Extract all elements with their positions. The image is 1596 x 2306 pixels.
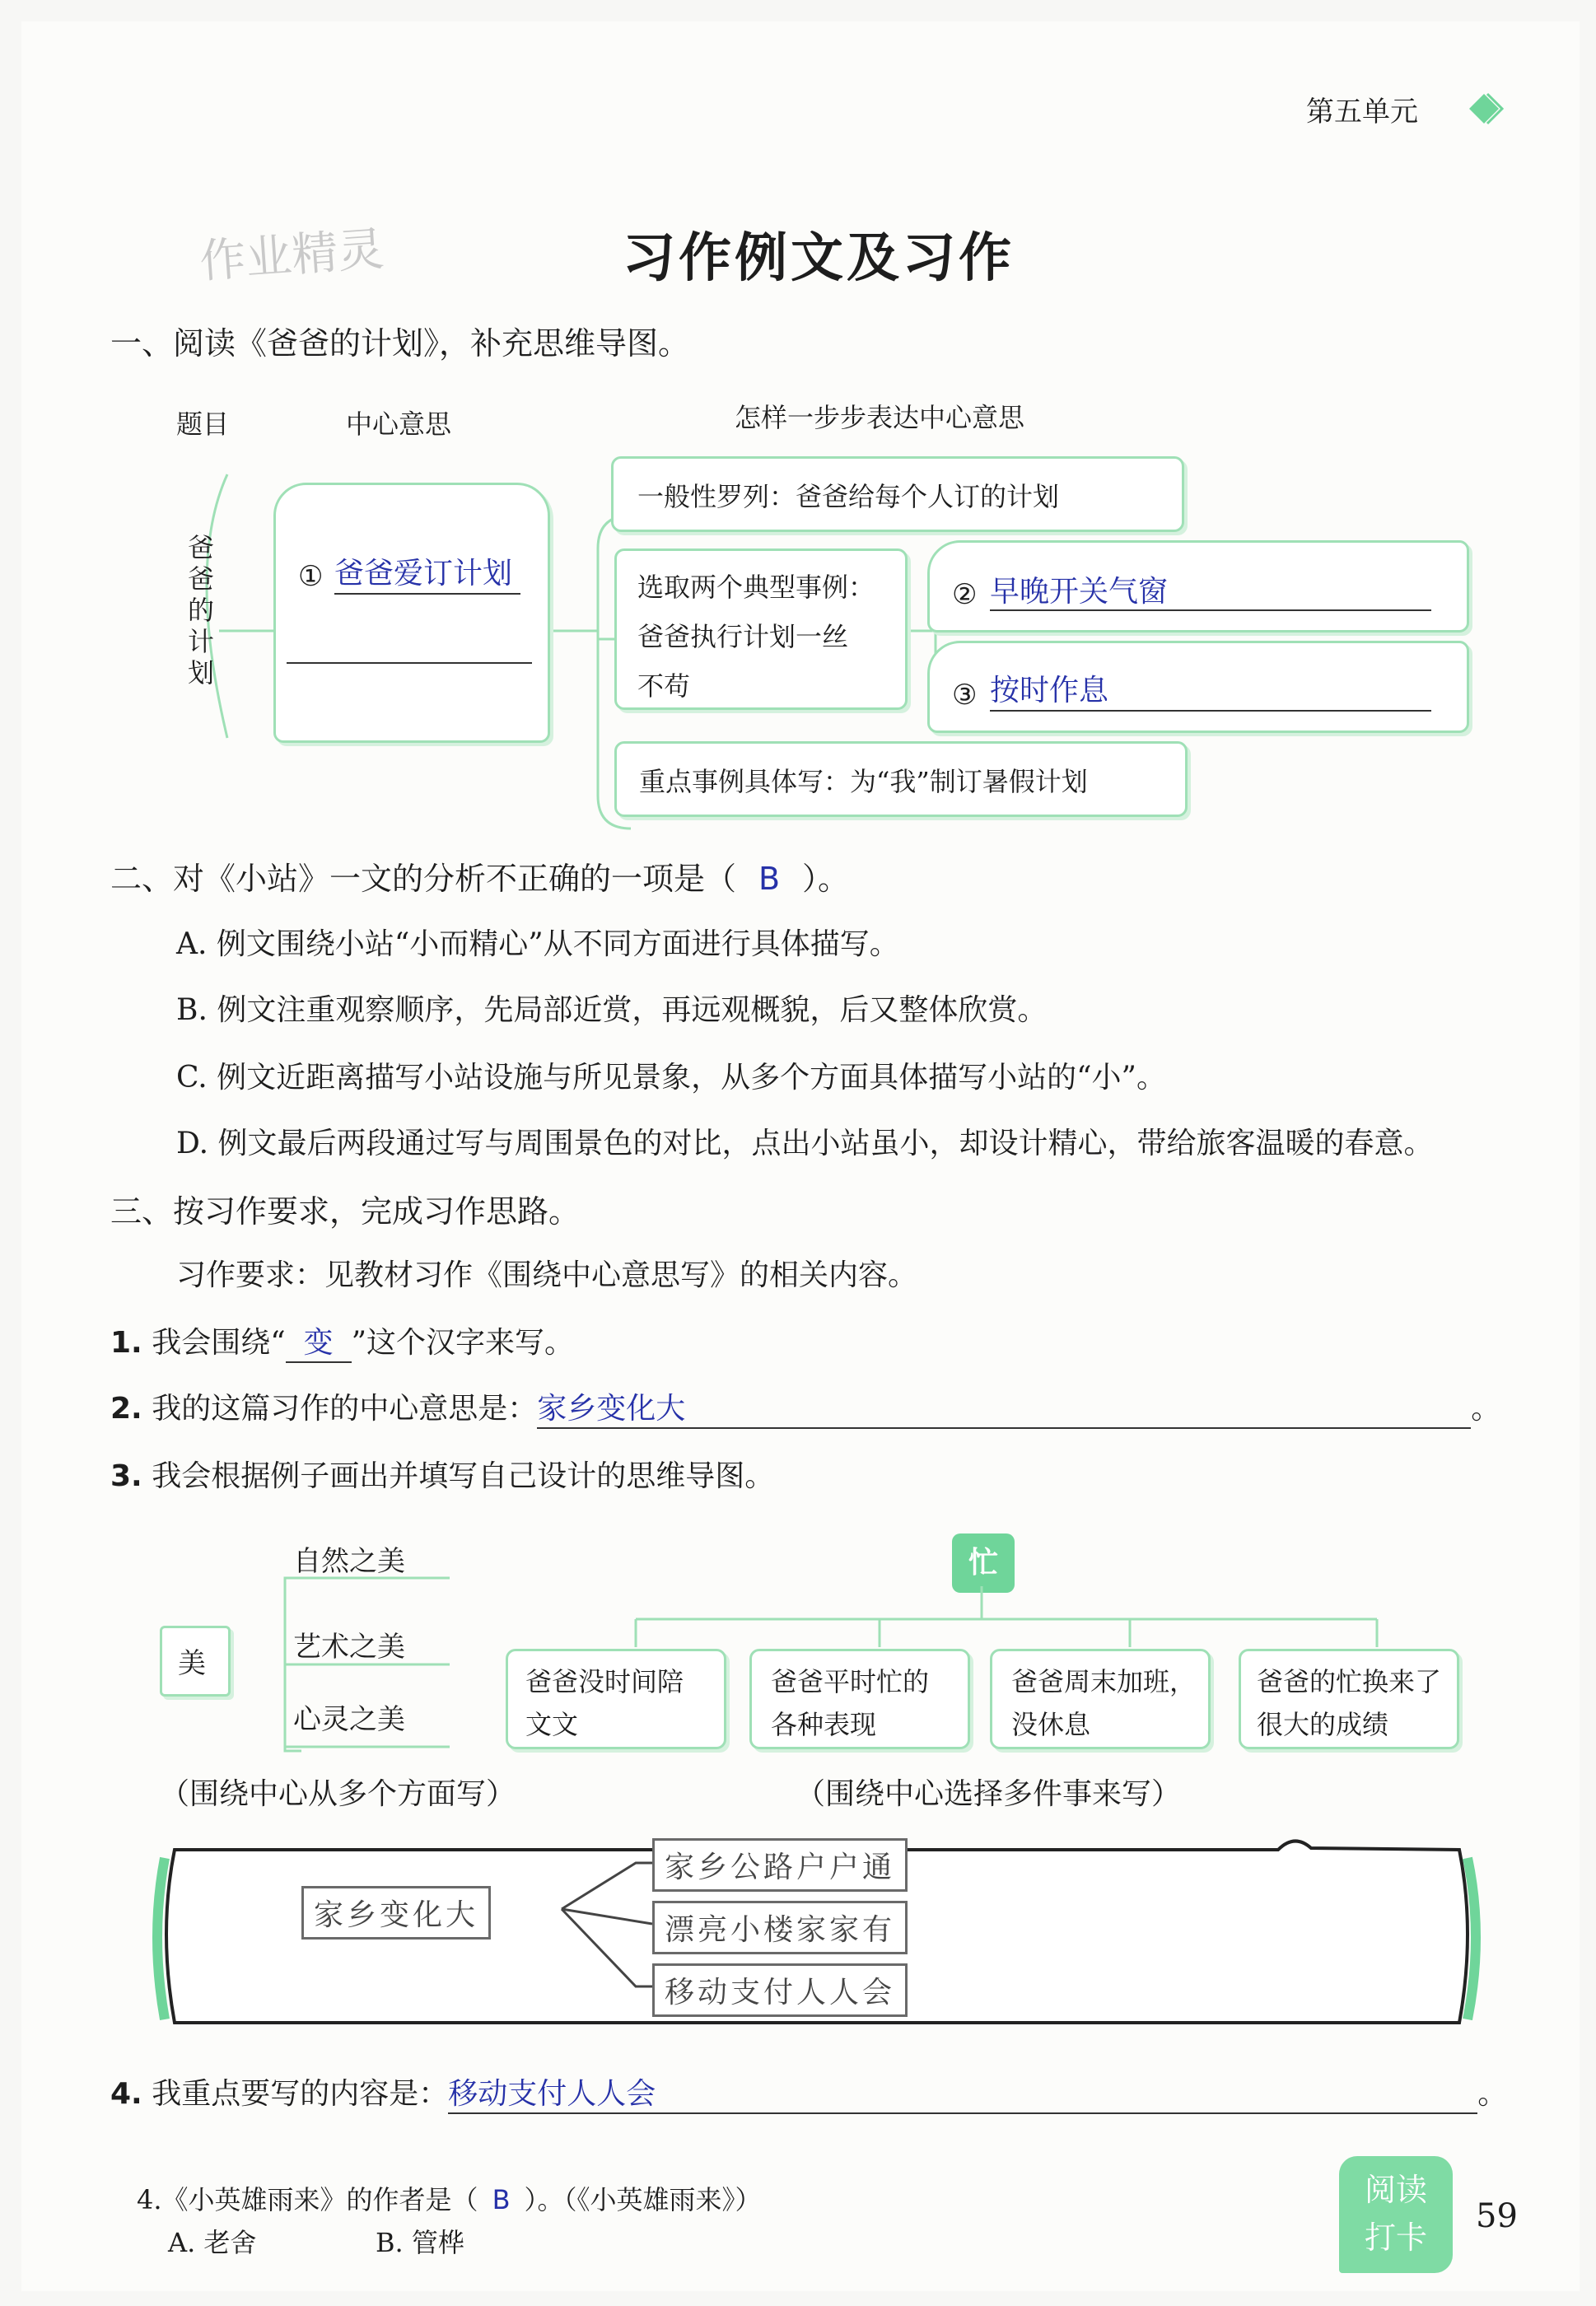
footer-option-b: B. 管桦 bbox=[376, 2227, 464, 2258]
q2-option-d: D. 例文最后两段通过写与周围景色的对比，点出小站虽小，却设计精心，带给旅客温暖的春意。 bbox=[176, 1127, 1434, 1160]
ex2-branch-2: 爸爸平时忙的各种表现 bbox=[771, 1666, 930, 1740]
item1-answer: 变 bbox=[286, 1319, 352, 1363]
ex1-center: 美 bbox=[178, 1647, 206, 1680]
topic-vertical: 爸爸的计划 bbox=[187, 532, 214, 689]
answer-3-line bbox=[990, 710, 1431, 712]
student-map-branch-2: 漂亮小楼家家有 bbox=[652, 1901, 908, 1954]
ex2-branch-3: 爸爸周末加班，没休息 bbox=[1011, 1666, 1197, 1740]
ex2-lines bbox=[598, 1586, 1421, 1652]
circle-2: ② bbox=[952, 578, 978, 611]
footer-question: 4.《小英雄雨来》的作者是（ B ）。（《小英雄雨来》） bbox=[137, 2184, 762, 2215]
watermark: 作业精灵 bbox=[198, 222, 386, 289]
col-center: 中心意思 bbox=[346, 408, 452, 440]
ex1-branch-2: 艺术之美 bbox=[293, 1631, 405, 1664]
student-map-branch-3: 移动支付人人会 bbox=[652, 1963, 908, 2017]
page-number: 59 bbox=[1476, 2197, 1518, 2235]
circle-3: ③ bbox=[952, 679, 978, 712]
q2-option-b: B. 例文注重观察顺序，先局部近赏，再远观概貌，后又整体欣赏。 bbox=[176, 993, 1048, 1027]
center-box bbox=[273, 483, 550, 743]
ex2-caption: （围绕中心选择多件事来写） bbox=[796, 1777, 1182, 1811]
footer-option-a: A. 老舍 bbox=[168, 2227, 257, 2258]
branch-examples-3: 不苟 bbox=[637, 670, 691, 702]
col-how: 怎样一步步表达中心意思 bbox=[735, 402, 1025, 433]
ex2-center: 忙 bbox=[952, 1533, 1015, 1593]
ex1-branch-1: 自然之美 bbox=[293, 1545, 405, 1578]
diamond-icon bbox=[1454, 86, 1512, 132]
page-title: 习作例文及习作 bbox=[623, 228, 1015, 289]
branch-key: 重点事例具体写：为“我”制订暑假计划 bbox=[639, 766, 1088, 797]
item4-answer: 移动支付人人会 bbox=[448, 2070, 1477, 2114]
ex2-branch-4: 爸爸的忙换来了很大的成绩 bbox=[1257, 1666, 1442, 1740]
answer-3: 按时作息 bbox=[990, 674, 1109, 707]
q3-heading: 三、按习作要求，完成习作思路。 bbox=[110, 1193, 581, 1230]
circle-1: ① bbox=[298, 560, 324, 593]
footer-answer: B bbox=[492, 2184, 511, 2215]
answer-1-line bbox=[334, 593, 520, 595]
q3-requirement: 习作要求：见教材习作《围绕中心意思写》的相关内容。 bbox=[176, 1258, 918, 1292]
branch-examples-2: 爸爸执行计划一丝 bbox=[637, 621, 849, 652]
q2-answer: B bbox=[758, 861, 781, 897]
answer-1: 爸爸爱订计划 bbox=[334, 557, 513, 591]
student-map-center: 家乡变化大 bbox=[301, 1886, 491, 1940]
unit-label: 第五单元 bbox=[1306, 96, 1418, 128]
workbook-page bbox=[21, 21, 1580, 2291]
q2-option-a: A. 例文围绕小站“小而精心”从不同方面进行具体描写。 bbox=[176, 927, 899, 961]
q3-item-3: 3. 我会根据例子画出并填写自己设计的思维导图。 bbox=[110, 1459, 775, 1493]
col-topic: 题目 bbox=[176, 408, 230, 440]
q2-heading: 二、对《小站》一文的分析不正确的一项是（ B ）。 bbox=[110, 861, 850, 897]
q3-item-4: 4. 我重点要写的内容是：移动支付人人会 。 bbox=[110, 2070, 1507, 2114]
student-map-branch-1: 家乡公路户户通 bbox=[652, 1838, 908, 1892]
ex1-caption: （围绕中心从多个方面写） bbox=[160, 1777, 516, 1811]
answer-2: 早晚开关气窗 bbox=[990, 575, 1169, 609]
blank-line bbox=[287, 662, 532, 664]
ex2-branch-1: 爸爸没时间陪文文 bbox=[525, 1666, 684, 1740]
branch-examples-1: 选取两个典型事例： bbox=[637, 572, 875, 603]
q1-heading: 一、阅读《爸爸的计划》，补充思维导图。 bbox=[110, 325, 690, 362]
reading-checkin-badge[interactable]: 阅读 打卡 bbox=[1339, 2156, 1453, 2273]
item2-answer: 家乡变化大 bbox=[537, 1385, 1471, 1429]
q2-option-c: C. 例文近距离描写小站设施与所见景象，从多个方面具体描写小站的“小”。 bbox=[176, 1061, 1166, 1095]
q3-item-1: 1. 我会围绕“ 变 ”这个汉字来写。 bbox=[110, 1319, 574, 1363]
q3-item-2: 2. 我的这篇习作的中心意思是：家乡变化大 。 bbox=[110, 1385, 1500, 1429]
branch-general: 一般性罗列：爸爸给每个人订的计划 bbox=[637, 481, 1060, 512]
answer-2-line bbox=[990, 609, 1431, 611]
ex1-branch-3: 心灵之美 bbox=[293, 1703, 405, 1736]
